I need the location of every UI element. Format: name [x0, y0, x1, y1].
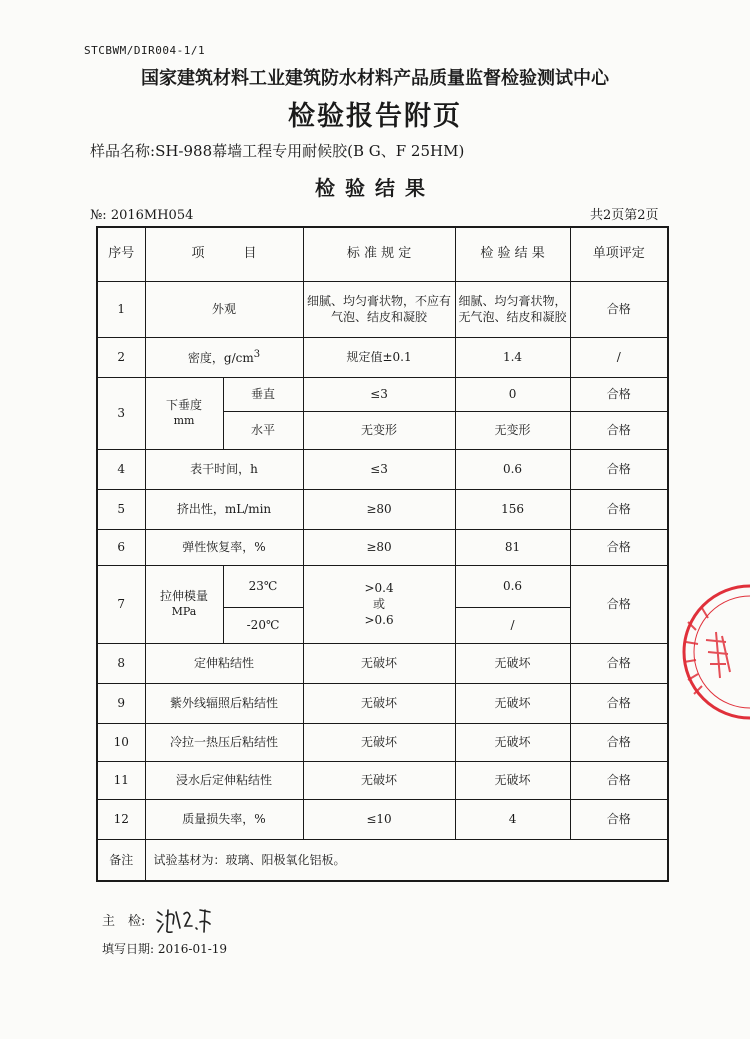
row-item-text: 下垂度 — [165, 398, 202, 413]
table-row — [97, 723, 668, 761]
row-verdict: 合格 — [570, 643, 668, 683]
remark-text: 试验基材为：玻璃、阳极氧化铝板。 — [145, 839, 668, 881]
remark-row — [97, 839, 668, 881]
table-row — [97, 683, 668, 723]
row-result: 0.6 — [455, 565, 570, 607]
row-result: 细腻、均匀膏状物，无气泡、结皮和凝胶 — [455, 281, 570, 337]
col-header-verdict: 单项评定 — [570, 227, 668, 281]
row-item: 挤出性，mL/min — [145, 489, 303, 529]
row-standard: 规定值±0.1 — [303, 337, 455, 377]
row-item — [145, 565, 223, 643]
row-standard: ≥80 — [303, 529, 455, 565]
table-header-row — [97, 227, 668, 281]
standard-line: 或 — [373, 596, 386, 611]
row-item: 质量损失率，% — [145, 799, 303, 839]
table-row — [97, 281, 668, 337]
row-item-sup: 3 — [253, 348, 261, 360]
col-header-result: 检 验 结 果 — [455, 227, 570, 281]
row-verdict: 合格 — [570, 683, 668, 723]
row-verdict: 合格 — [570, 281, 668, 337]
center-name: 国家建筑材料工业建筑防水材料产品质量监督检验测试中心 — [141, 68, 609, 89]
row-no: 8 — [97, 643, 145, 683]
fill-date: 填写日期: 2016-01-19 — [102, 942, 228, 956]
row-no: 11 — [97, 761, 145, 799]
table-row — [97, 643, 668, 683]
official-stamp — [676, 582, 750, 726]
row-standard: 无破坏 — [303, 761, 455, 799]
row-no: 7 — [97, 565, 145, 643]
form-code: STCBWM/DIR004-1/1 — [84, 44, 206, 57]
report-title: 检验报告附页 — [288, 101, 462, 132]
signature-image — [154, 902, 214, 936]
row-subitem: 水平 — [223, 411, 303, 449]
row-result: 1.4 — [455, 337, 570, 377]
row-no: 2 — [97, 337, 145, 377]
row-item — [145, 337, 303, 377]
table-row — [97, 565, 668, 607]
row-item: 冷拉一热压后粘结性 — [145, 723, 303, 761]
sample-name: SH-988幕墙工程专用耐候胶(B G、F 25HM) — [155, 142, 465, 160]
row-verdict: 合格 — [570, 377, 668, 411]
row-item-unit: mm — [173, 413, 195, 427]
row-verdict: / — [570, 337, 668, 377]
page-info: 共2页第2页 — [590, 208, 659, 223]
table-row — [97, 337, 668, 377]
results-title: 检验结果 — [315, 176, 435, 200]
row-standard: ≤3 — [303, 449, 455, 489]
row-result: / — [455, 607, 570, 643]
row-result: 无破坏 — [455, 723, 570, 761]
row-standard: 无破坏 — [303, 643, 455, 683]
row-verdict: 合格 — [570, 761, 668, 799]
col-header-item: 项 目 — [145, 227, 303, 281]
standard-line: >0.6 — [364, 613, 394, 628]
row-verdict: 合格 — [570, 489, 668, 529]
row-item: 浸水后定伸粘结性 — [145, 761, 303, 799]
table-row — [97, 377, 668, 411]
row-verdict: 合格 — [570, 529, 668, 565]
row-verdict: 合格 — [570, 449, 668, 489]
row-standard: ≤3 — [303, 377, 455, 411]
row-item: 定伸粘结性 — [145, 643, 303, 683]
row-verdict: 合格 — [570, 799, 668, 839]
report-number: №: 2016MH054 — [90, 208, 194, 223]
sample-line — [90, 140, 464, 161]
row-result: 156 — [455, 489, 570, 529]
results-table — [96, 226, 669, 882]
row-item-text: 拉伸模量 — [159, 589, 208, 604]
row-standard: 无变形 — [303, 411, 455, 449]
row-verdict: 合格 — [570, 565, 668, 643]
row-item — [145, 377, 223, 449]
row-no: 5 — [97, 489, 145, 529]
row-standard: ≥80 — [303, 489, 455, 529]
row-item-text: 密度，g/cm — [187, 350, 254, 365]
col-header-standard: 标 准 规 定 — [303, 227, 455, 281]
row-result: 81 — [455, 529, 570, 565]
row-result: 无破坏 — [455, 643, 570, 683]
row-standard: ≤10 — [303, 799, 455, 839]
row-result: 0.6 — [455, 449, 570, 489]
row-item: 弹性恢复率，% — [145, 529, 303, 565]
row-item: 外观 — [145, 281, 303, 337]
table-row — [97, 529, 668, 565]
row-no: 6 — [97, 529, 145, 565]
row-no: 1 — [97, 281, 145, 337]
row-standard — [303, 565, 455, 643]
row-standard: 无破坏 — [303, 683, 455, 723]
row-no: 3 — [97, 377, 145, 449]
remark-label: 备注 — [97, 839, 145, 881]
col-header-no: 序号 — [97, 227, 145, 281]
inspector-label: 主 检: — [102, 914, 146, 929]
row-verdict: 合格 — [570, 723, 668, 761]
row-subitem: 23℃ — [223, 565, 303, 607]
row-no: 4 — [97, 449, 145, 489]
row-result: 无变形 — [455, 411, 570, 449]
table-row — [97, 761, 668, 799]
row-standard: 细腻、均匀膏状物，不应有气泡、结皮和凝胶 — [303, 281, 455, 337]
row-subitem: -20℃ — [223, 607, 303, 643]
inspector-signature — [154, 902, 214, 940]
row-verdict: 合格 — [570, 411, 668, 449]
row-no: 10 — [97, 723, 145, 761]
row-no: 12 — [97, 799, 145, 839]
stamp-seal — [676, 582, 750, 722]
table-row — [97, 449, 668, 489]
row-result: 4 — [455, 799, 570, 839]
row-result: 无破坏 — [455, 761, 570, 799]
row-standard: 无破坏 — [303, 723, 455, 761]
row-item: 紫外线辐照后粘结性 — [145, 683, 303, 723]
row-no: 9 — [97, 683, 145, 723]
row-subitem: 垂直 — [223, 377, 303, 411]
row-result: 0 — [455, 377, 570, 411]
row-item-unit: MPa — [171, 604, 197, 618]
sample-label: 样品名称: — [90, 142, 156, 160]
standard-line: >0.4 — [364, 580, 394, 595]
table-row — [97, 799, 668, 839]
row-result: 无破坏 — [455, 683, 570, 723]
row-item: 表干时间，h — [145, 449, 303, 489]
table-row — [97, 489, 668, 529]
